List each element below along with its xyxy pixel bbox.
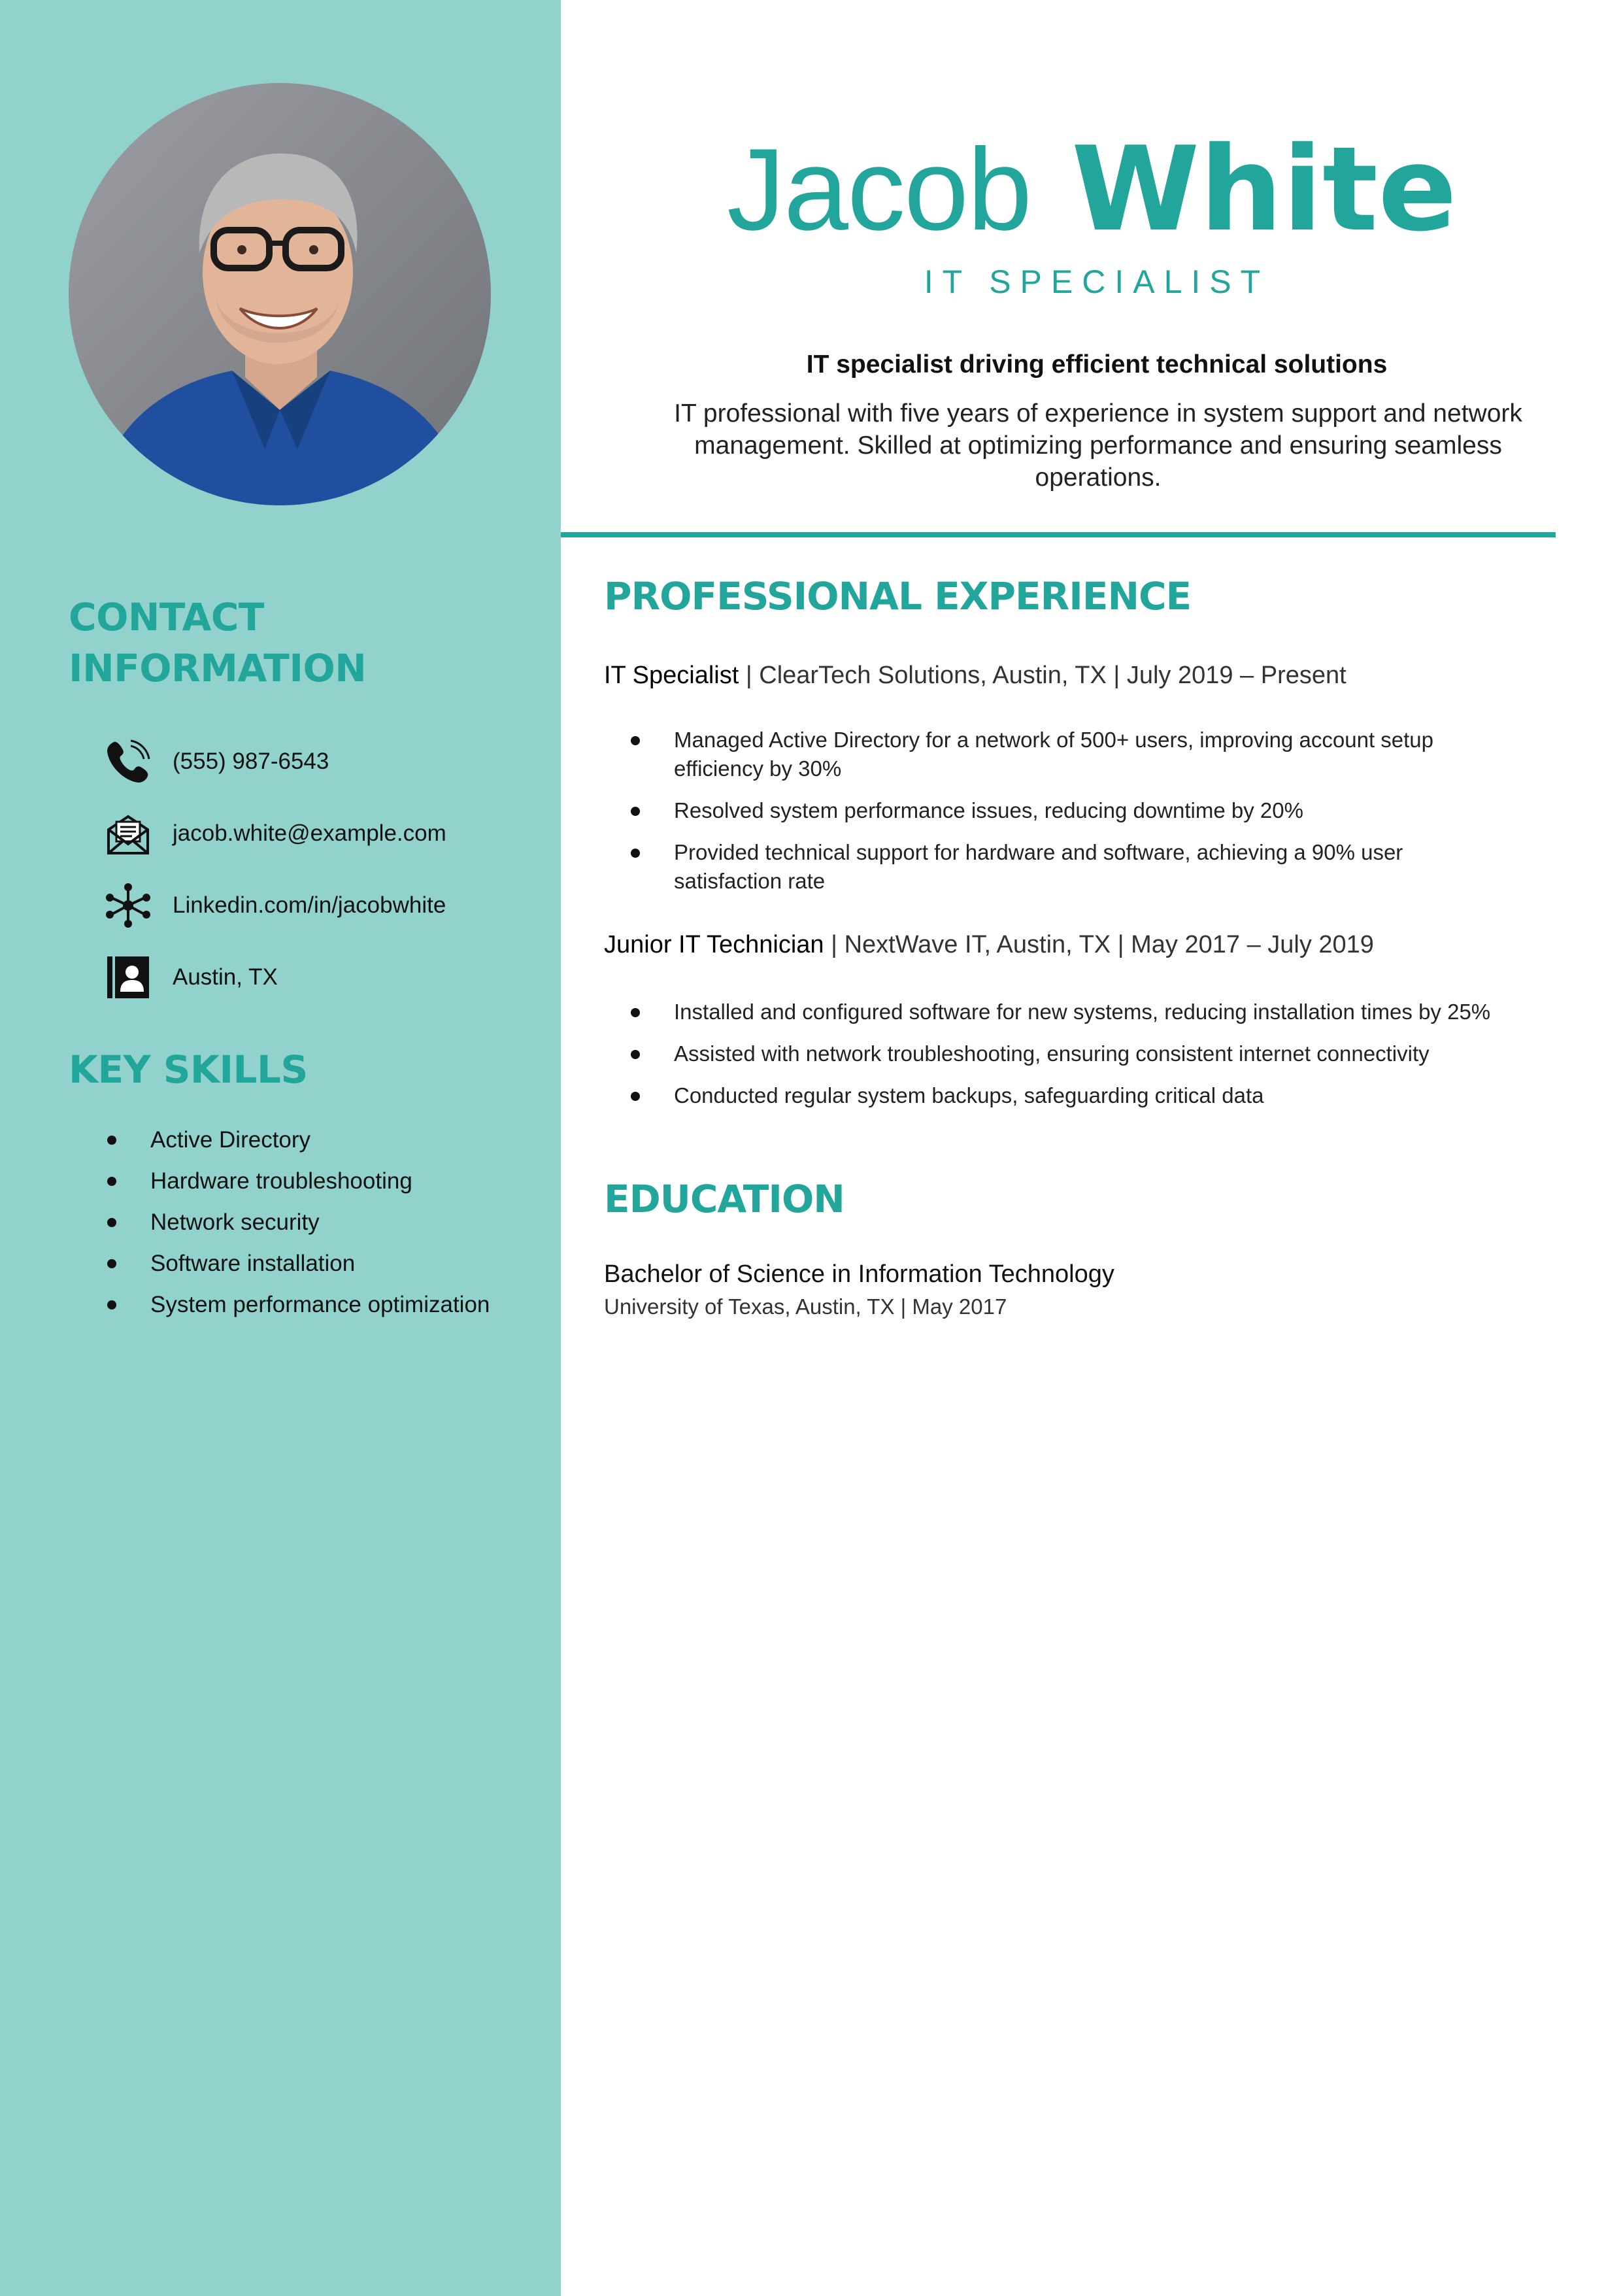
summary: IT professional with five years of experience in system support and network management. Skilled at optimizing performance and ensuring seamless operations. xyxy=(674,399,1522,492)
bullet-icon xyxy=(631,1092,640,1101)
contact-list xyxy=(105,726,446,1013)
header-divider xyxy=(561,532,1556,537)
list-item xyxy=(631,1039,1507,1068)
sidebar xyxy=(0,0,561,2296)
job-title: IT SPECIALIST xyxy=(924,263,1270,300)
skill-item xyxy=(105,1284,490,1325)
portrait-photo-icon xyxy=(69,83,491,505)
network-icon xyxy=(105,882,152,929)
contact-item-email xyxy=(105,798,446,869)
skill-label: System performance optimization xyxy=(150,1291,490,1317)
bullet-icon xyxy=(631,736,640,745)
job-details: | NextWave IT, Austin, TX | May 2017 – July 2019 xyxy=(824,931,1374,958)
email-text[interactable]: jacob.white@example.com xyxy=(173,820,446,846)
email-icon xyxy=(105,810,152,857)
bullet-text: Provided technical support for hardware and software, achieving a 90% user satisfaction rate xyxy=(674,840,1403,893)
skill-label: Software installation xyxy=(150,1250,356,1276)
job-header xyxy=(604,662,1347,690)
job-header xyxy=(604,931,1374,959)
skills-heading: KEY SKILLS xyxy=(69,1047,308,1092)
bullet-icon xyxy=(631,849,640,858)
bullet-text: Managed Active Directory for a network of 500+ users, improving account setup efficiency by 30% xyxy=(674,728,1434,781)
list-item xyxy=(631,998,1507,1026)
list-item xyxy=(631,726,1507,783)
phone-icon xyxy=(105,738,152,785)
bullet-icon xyxy=(631,807,640,816)
degree: Bachelor of Science in Information Technology xyxy=(604,1260,1114,1288)
job-details: | ClearTech Solutions, Austin, TX | July 2019 – Present xyxy=(739,662,1347,689)
list-item xyxy=(631,1081,1507,1110)
contact-item-linkedin xyxy=(105,869,446,941)
skill-item xyxy=(105,1119,490,1160)
bullet-icon xyxy=(107,1259,116,1268)
school: University of Texas, Austin, TX | May 2017 xyxy=(604,1294,1007,1319)
skills-list xyxy=(105,1119,490,1325)
skill-item xyxy=(105,1202,490,1243)
skill-label: Hardware troubleshooting xyxy=(150,1168,412,1194)
bullet-icon xyxy=(107,1177,116,1186)
bullet-icon xyxy=(107,1300,116,1309)
skill-item xyxy=(105,1243,490,1284)
bullet-text: Conducted regular system backups, safeguarding critical data xyxy=(674,1083,1264,1107)
bullet-icon xyxy=(631,1008,640,1017)
skill-item xyxy=(105,1160,490,1202)
address-book-icon xyxy=(105,954,152,1001)
bullet-text: Assisted with network troubleshooting, ensuring consistent internet connectivity xyxy=(674,1041,1430,1066)
bullet-text: Resolved system performance issues, reducing downtime by 20% xyxy=(674,798,1303,822)
education-heading: EDUCATION xyxy=(604,1177,845,1221)
contact-heading: CONTACT INFORMATION xyxy=(69,595,367,690)
list-item xyxy=(631,796,1507,825)
job-role: IT Specialist xyxy=(604,662,739,689)
location-text: Austin, TX xyxy=(173,964,278,990)
contact-item-location xyxy=(105,941,446,1013)
first-name: Jacob xyxy=(727,124,1031,254)
contact-item-phone xyxy=(105,726,446,798)
bullet-icon xyxy=(107,1218,116,1227)
skill-label: Active Directory xyxy=(150,1126,311,1153)
job-role: Junior IT Technician xyxy=(604,931,824,958)
list-item xyxy=(631,838,1507,896)
bullet-icon xyxy=(107,1136,116,1145)
tagline: IT specialist driving efficient technical solutions xyxy=(806,350,1388,379)
skill-label: Network security xyxy=(150,1209,320,1235)
candidate-name xyxy=(561,121,1623,258)
phone-text[interactable]: (555) 987-6543 xyxy=(173,749,329,774)
experience-heading: PROFESSIONAL EXPERIENCE xyxy=(604,574,1192,618)
profile-photo xyxy=(69,83,491,505)
job-bullets xyxy=(631,726,1507,909)
job-bullets xyxy=(631,998,1507,1123)
bullet-text: Installed and configured software for new systems, reducing installation times by 25% xyxy=(674,1000,1491,1024)
last-name: White xyxy=(1071,122,1457,257)
linkedin-text[interactable]: Linkedin.com/in/jacobwhite xyxy=(173,892,446,918)
bullet-icon xyxy=(631,1050,640,1059)
